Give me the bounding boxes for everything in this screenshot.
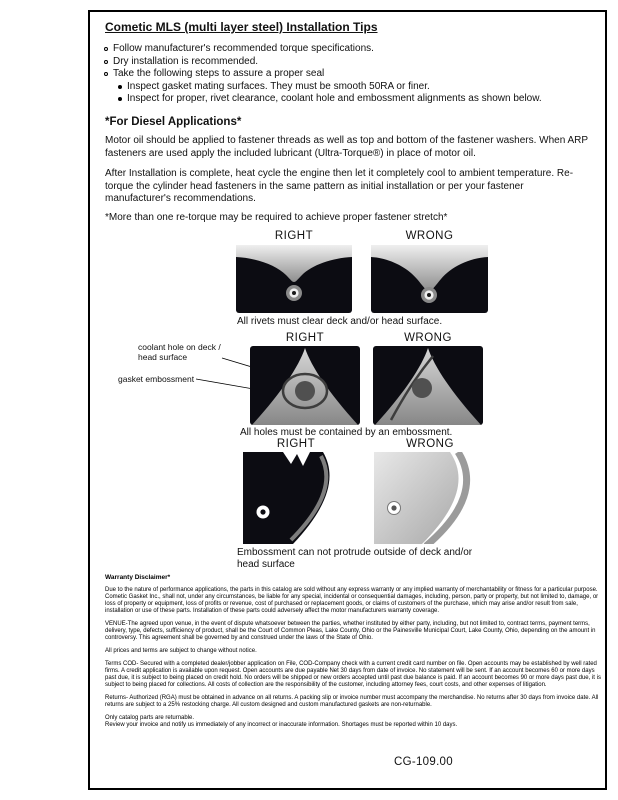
warranty-paragraph: Terms COD- Secured with a completed dealer/jobber application on File, COD-Company check with a current credit card number on file. Open accounts may be established by well rated firms. A credit application is available upon request. Open accounts are due payable Net 30 days from date of invoice. No statement will be sent. If an account becomes 60 or more days past due, it is subject to being placed on credit hold. No orders will be shipped or new orders accepted until past due balance is paid. If an account becomes 90 or more days past due, it is subject to being placed for collections. All costs of collection are the responsibility of the customer, including attorney fees, court costs, and other expenses of litigation. — [105, 661, 601, 688]
warranty-paragraph: Due to the nature of performance applications, the parts in this catalog are sold without any express warranty or any implied warranty of merchantability or fitness for a particular purpose. Cometic Gasket Inc., shall not, under any circumstances, be liable for any special, incidental or consequential damages, including, person, party or property, but not limited to, damage, or loss of property or equipment, loss of profits or revenue, cost of purchased or replacement goods, or claims of customers of the purchase, which may arise and/or result from sale, installation or use of these parts. Installation of these parts could adversely affect the motor manufacturers warranty coverage. — [105, 587, 599, 614]
filled-bullet-icon — [118, 97, 122, 101]
embossment-wrong-diagram — [373, 346, 483, 425]
row3-caption: Embossment can not protrude outside of deck and/or head surface — [237, 547, 473, 570]
list-item — [118, 81, 604, 94]
row3-wrong-label: WRONG — [406, 438, 454, 450]
warranty-paragraph: Only catalog parts are returnable. — [105, 715, 195, 721]
list-item-text: Take the following steps to assure a proper seal — [113, 68, 325, 79]
coolant-hole-icon — [412, 378, 432, 398]
coolant-hole-annotation: coolant hole on deck / head surface — [138, 342, 221, 362]
list-item — [104, 56, 604, 69]
row3-right-label: RIGHT — [276, 438, 316, 450]
row1-wrong-label: WRONG — [405, 230, 454, 242]
diesel-paragraph-2: After Installation is complete, heat cycle the engine then let it completely cool to ambient temperature. Re-torque the cylinder head fasteners in the same pattern as initial installation or per your fastener manufacturer's recommendations. — [105, 168, 574, 204]
warranty-paragraph: VENUE-The agreed upon venue, in the event of dispute whatsoever between the parties, whether instituted by either party, including, but not limited to, contract terms, payment terms, delivery, type, defects, sufficiency of product, shall be the Court of Common Pleas, Lake County, Ohio or the Painesville Municipal Court, Lake County, Ohio, depending on the amount in controversy. This agreement shall be governed by and construed under the laws of the State of Ohio. — [105, 621, 596, 641]
list-item — [104, 43, 604, 56]
diesel-heading: *For Diesel Applications* — [105, 116, 242, 128]
list-item — [104, 68, 604, 81]
warranty-section — [105, 574, 603, 735]
warranty-heading: Warranty Disclaimer* — [105, 574, 171, 581]
page-title: Cometic MLS (multi layer steel) Installation Tips — [105, 20, 378, 34]
coolant-hole-icon — [295, 381, 315, 401]
open-bullet-icon — [104, 60, 108, 64]
tips-list — [104, 43, 604, 106]
filled-bullet-icon — [118, 85, 122, 89]
row2-wrong-label: WRONG — [404, 332, 452, 344]
retorque-note: *More than one re-torque may be required to achieve proper fastener stretch* — [105, 212, 448, 223]
row2-right-label: RIGHT — [285, 332, 325, 344]
list-item — [118, 93, 604, 106]
diesel-paragraph-1: Motor oil should be applied to fastener threads as well as top and bottom of the fastener washers. When ARP fasteners are used apply the included lubricant (Ultra-Torque®) in place of motor oil. — [105, 135, 588, 159]
embossment-right-diagram — [250, 346, 360, 425]
list-item-text: Inspect gasket mating surfaces. They must be smooth 50RA or finer. — [127, 80, 430, 92]
row1-right-label: RIGHT — [274, 230, 314, 242]
warranty-paragraph: Review your invoice and notify us immediately of any incorrect or inaccurate information. Shortages must be reported within 10 days. — [105, 722, 458, 728]
warranty-paragraph: All prices and terms are subject to change without notice. — [105, 648, 257, 654]
list-item-text: Dry installation is recommended. — [113, 55, 259, 67]
catalog-page-number: CG-109.00 — [394, 756, 453, 768]
rivet-wrong-diagram — [371, 245, 488, 313]
rivet-right-diagram — [236, 245, 352, 313]
gasket-embossment-annotation: gasket embossment — [118, 374, 195, 384]
protrusion-right-diagram — [237, 452, 355, 544]
row2-caption: All holes must be contained by an embossment. — [240, 427, 453, 438]
row1-caption: All rivets must clear deck and/or head surface. — [237, 316, 443, 327]
warranty-paragraph: Returns- Authorized (RGA) must be obtained in advance on all returns. A packing slip or invoice number must accompany the merchandise. No returns after 30 days from invoice date. All returns are subject to a 25% restocking charge. All custom designed and custom manufactured gaskets are non-returnable. — [105, 695, 599, 708]
open-bullet-icon — [104, 47, 108, 51]
list-item-text: Follow manufacturer's recommended torque specifications. — [113, 43, 374, 54]
open-bullet-icon — [104, 72, 108, 76]
list-item-text: Inspect for proper, rivet clearance, coolant hole and embossment alignments as shown below. — [127, 93, 542, 104]
protrusion-wrong-diagram — [370, 452, 490, 544]
